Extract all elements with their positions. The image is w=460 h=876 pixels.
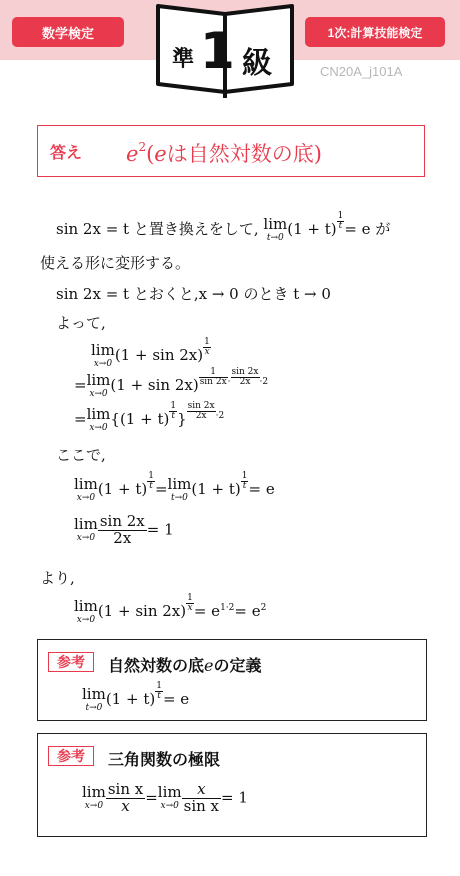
grade-suffix: 級 [242, 46, 272, 81]
grade-number: 1 [200, 22, 235, 80]
solution-line-4: よって, [56, 314, 106, 332]
reference-formula-1: lim t→0 (1 + t) $\frac{1}{t}$ = e [82, 681, 190, 713]
answer-note: は自然対数の底) [166, 142, 322, 166]
limit-operator: lim t→0 [167, 475, 192, 503]
limit-operator: lim x→0 [86, 371, 111, 399]
limit-operator: lim x→0 [91, 341, 115, 369]
exam-type-badge: 1次:計算技能検定 [305, 17, 445, 47]
equation-2: = lim x→0 (1 + sin 2x) $\frac{1}{\sin 2x}$ · $\frac{\sin 2x}{2x}$ $^{\cdot 2}$ [74, 367, 269, 399]
solution-line-3: sin 2x = t とおくと,x → 0 のとき t → 0 [56, 285, 331, 303]
answer-label: 答え [50, 145, 83, 162]
exam-name-badge: 数学検定 [12, 17, 124, 47]
reference-tag: 参考 [48, 652, 94, 672]
reference-formula-2: lim x→0 $\frac{\text{sin x}}{x}$ = lim x→0 $\frac{x}{\text{sin x}}$ = 1 [82, 780, 248, 815]
limit-operator: lim x→0 [157, 783, 182, 812]
answer-exponent: 2 [138, 140, 147, 154]
answer-paren: ( [146, 142, 155, 166]
solution-line-1 [56, 212, 390, 243]
line1-exponent: $\frac{1}{t}$ [337, 211, 344, 231]
limit-operator: lim x→0 [74, 475, 98, 503]
reference-title: 三角関数の極限 [108, 752, 221, 769]
equation-5: lim x→0 $\frac{\sin 2x}{2x}$ = 1 [74, 512, 174, 547]
limit-operator: lim t→0 [82, 685, 106, 713]
limit-operator: lim x→0 [82, 783, 106, 812]
answer-var: e [154, 142, 167, 166]
solution-line-5: ここで, [56, 446, 106, 464]
line1-tail: = e が [344, 220, 391, 238]
solution-line-2: 使える形に変形する。 [40, 254, 191, 272]
fraction: $\frac{\sin 2x}{2x}$ [99, 512, 145, 547]
limit-operator: lim x→0 [74, 515, 98, 544]
problem-code: CN20A_j101A [320, 64, 403, 79]
line1-expr: (1 + t) [287, 220, 337, 238]
equation-6: lim x→0 (1 + sin 2x) $\frac{1}{x}$ = $e^{1\cdot 2}= e^2$ [74, 593, 267, 625]
equation-4: lim x→0 (1 + t) $\frac{1}{t}$ = lim t→0 (1 + t) $\frac{1}{t}$ = e [74, 471, 275, 503]
limit-operator: lim x→0 [74, 597, 98, 625]
equation-3: = lim x→0 {(1 + t) $\frac{1}{t}$ } $\frac{\sin 2x}{2x}$ $^{\cdot 2}$ [74, 401, 225, 433]
reference-tag: 参考 [48, 746, 94, 766]
limit-operator: lim t→0 [263, 215, 288, 243]
equation-1: lim x→0 (1 + sin 2x) $\frac{1}{x}$ [91, 337, 210, 369]
limit-operator: lim x→0 [86, 405, 111, 433]
fraction: $\frac{\text{sin x}}{x}$ [107, 780, 144, 815]
line1-text: sin 2x = t と置き換えをして, [56, 220, 259, 238]
answer-value [126, 138, 322, 168]
reference-title: 自然対数の底eの定義 [108, 656, 262, 675]
answer-base: e [126, 142, 139, 166]
grade-prefix: 準 [172, 47, 195, 72]
fraction: $\frac{x}{\text{sin x}}$ [183, 780, 220, 815]
solution-line-6: より, [40, 569, 75, 587]
grade-book-logo [150, 0, 300, 104]
